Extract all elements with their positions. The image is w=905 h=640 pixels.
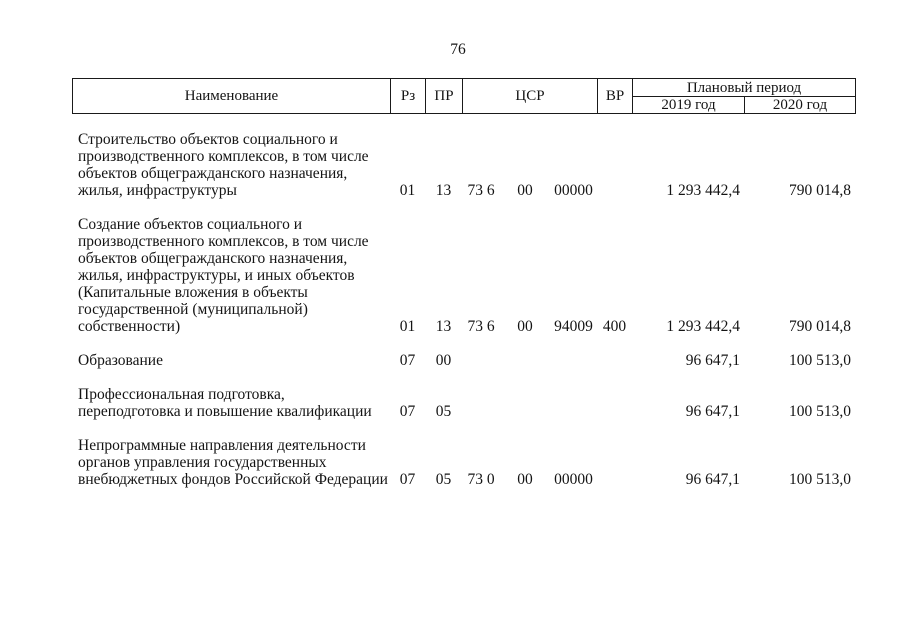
csr-part-3-cell [550, 352, 597, 369]
amount-2019-cell: 96 647,1 [685, 352, 740, 369]
header-csr: ЦСР [463, 79, 598, 114]
row-name-line: органов управления государственных [78, 454, 327, 471]
page-number: 76 [450, 41, 466, 58]
pr-cell: 13 [435, 182, 452, 199]
amount-2019-cell: 96 647,1 [685, 403, 740, 420]
amount-2020-cell: 790 014,8 [789, 318, 851, 335]
table-header [72, 78, 856, 114]
row-name-line: Создание объектов социального и [78, 216, 303, 233]
amount-2020-cell: 100 513,0 [789, 471, 851, 488]
table-row [72, 437, 855, 488]
header-year-2019: 2019 год [633, 97, 745, 114]
header-name: Наименование [73, 79, 391, 114]
rz-cell: 07 [399, 471, 416, 488]
csr-part-3-cell: 94009 [554, 318, 593, 335]
pr-cell: 13 [435, 318, 452, 335]
row-name-line: Профессиональная подготовка, [78, 386, 285, 403]
header-vr: ВР [598, 79, 633, 114]
pr-cell: 05 [435, 403, 452, 420]
row-name-line: жилья, инфраструктуры [78, 182, 237, 199]
row-name [72, 216, 390, 335]
row-name-line: (Капитальные вложения в объекты [78, 284, 308, 301]
row-name-line: объектов общегражданского назначения, [78, 165, 348, 182]
csr-part-1-cell: 73 0 [467, 471, 495, 488]
row-name-line: собственности) [78, 318, 181, 335]
csr-part-1-cell [462, 403, 500, 420]
rz-cell: 01 [399, 182, 416, 199]
row-name-line: переподготовка и повышение квалификации [78, 403, 372, 420]
table-row [72, 352, 855, 369]
csr-part-2-cell: 00 [517, 471, 533, 488]
csr-part-3-cell [550, 403, 597, 420]
table-row [72, 386, 855, 420]
row-name-line: Образование [78, 352, 163, 369]
rz-cell: 07 [399, 403, 416, 420]
vr-cell [597, 352, 632, 369]
csr-part-2-cell [500, 403, 550, 420]
csr-part-3-cell: 00000 [554, 471, 593, 488]
row-name-line: объектов общегражданского назначения, [78, 250, 348, 267]
row-name [72, 131, 390, 199]
vr-cell [597, 182, 632, 199]
vr-cell [597, 471, 632, 488]
table-body [72, 131, 855, 505]
amount-2020-cell: 790 014,8 [789, 182, 851, 199]
row-name-line: внебюджетных фондов Российской Федерации [78, 471, 388, 488]
csr-part-1-cell: 73 6 [467, 182, 495, 199]
header-planned-period: Плановый период [633, 79, 856, 97]
row-name-line: жилья, инфраструктуры, и иных объектов [78, 267, 355, 284]
header-year-2020: 2020 год [745, 97, 856, 114]
amount-2019-cell: 1 293 442,4 [666, 182, 740, 199]
amount-2019-cell: 96 647,1 [685, 471, 740, 488]
rz-cell: 07 [399, 352, 416, 369]
header-pr: ПР [426, 79, 463, 114]
table-row [72, 216, 855, 335]
csr-part-1-cell [462, 352, 500, 369]
csr-part-2-cell: 00 [517, 182, 533, 199]
vr-cell: 400 [602, 318, 627, 335]
amount-2020-cell: 100 513,0 [789, 403, 851, 420]
pr-cell: 05 [435, 471, 452, 488]
row-name [72, 352, 390, 369]
pr-cell: 00 [435, 352, 452, 369]
row-name-line: Непрограммные направления деятельности [78, 437, 366, 454]
csr-part-3-cell: 00000 [554, 182, 593, 199]
row-name-line: Строительство объектов социального и [78, 131, 338, 148]
amount-2019-cell: 1 293 442,4 [666, 318, 740, 335]
row-name [72, 386, 390, 420]
rz-cell: 01 [399, 318, 416, 335]
header-rz: Рз [391, 79, 426, 114]
row-name-line: производственного комплексов, в том числе [78, 148, 369, 165]
amount-2020-cell: 100 513,0 [789, 352, 851, 369]
csr-part-1-cell: 73 6 [467, 318, 495, 335]
csr-part-2-cell: 00 [517, 318, 533, 335]
row-name-line: государственной (муниципальной) [78, 301, 308, 318]
row-name [72, 437, 390, 488]
csr-part-2-cell [500, 352, 550, 369]
table-row [72, 131, 855, 199]
row-name-line: производственного комплексов, в том числе [78, 233, 369, 250]
vr-cell [597, 403, 632, 420]
